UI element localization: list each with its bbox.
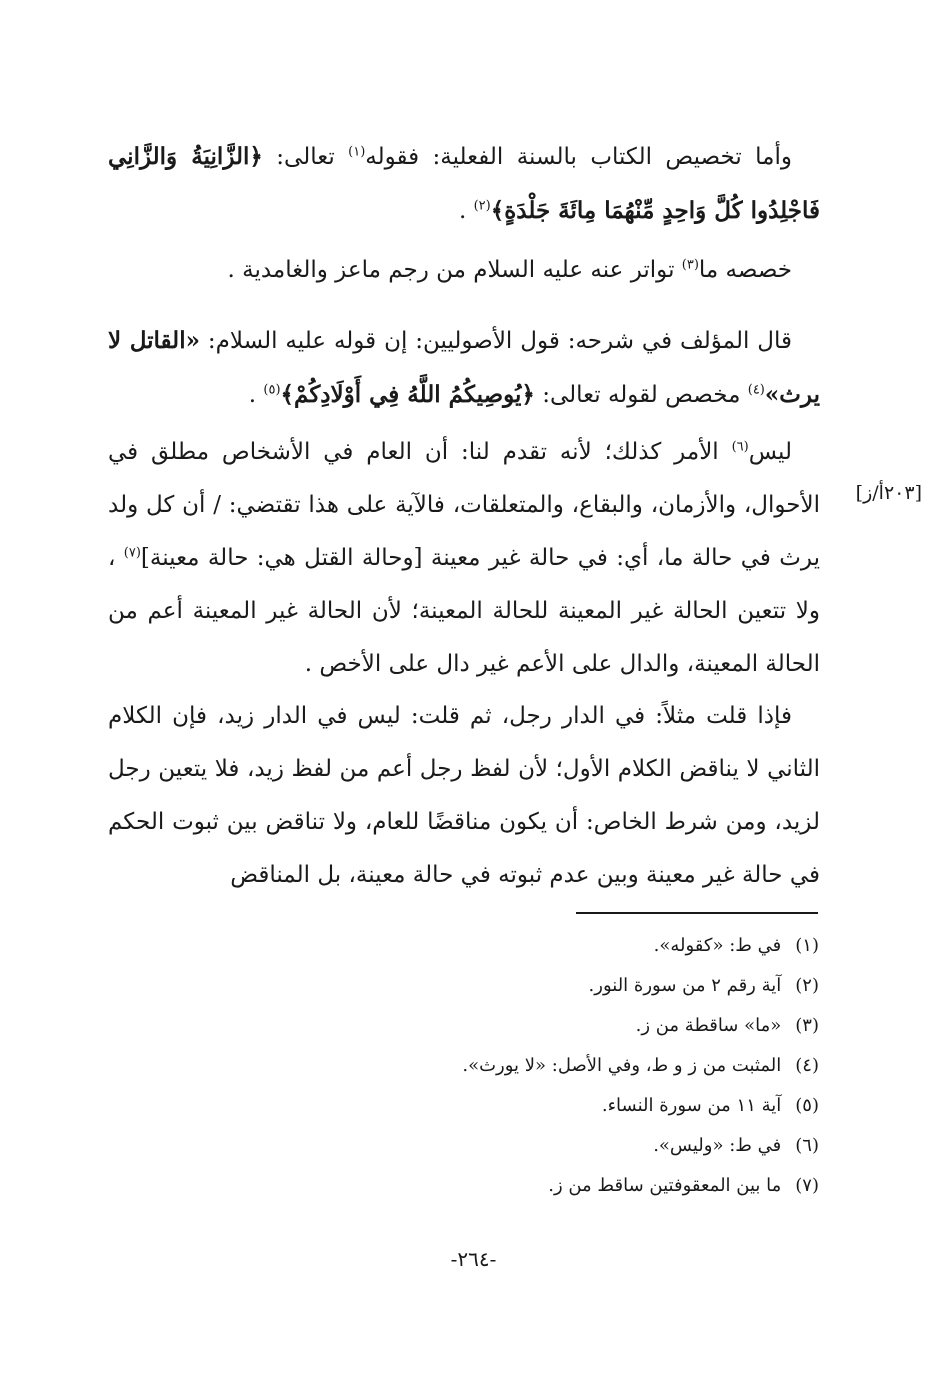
footnote-text: آية ١١ من سورة النساء. <box>601 1095 782 1116</box>
paragraph-author-commentary <box>108 314 820 422</box>
paragraph-text: تعالى: <box>262 144 349 170</box>
paragraph-specification-by-action <box>108 130 820 238</box>
footnote-number: (٥) <box>795 1095 819 1116</box>
footnote-number: (١) <box>795 935 819 956</box>
footnote-ref: (٦) <box>731 439 749 455</box>
footnote-number: (٧) <box>795 1175 819 1196</box>
footnote-ref: (٣) <box>681 257 699 273</box>
footnote-number: (٣) <box>795 1015 819 1036</box>
hadith-quote: «القاتل لا يرث» <box>108 327 820 408</box>
footnote-ref: (٤) <box>747 382 765 398</box>
footnote-item <box>319 1126 819 1166</box>
page-number: -٢٦٤- <box>450 1247 497 1271</box>
paragraph-text: . <box>458 198 474 224</box>
footnote-item <box>319 1086 819 1126</box>
footnote-item <box>319 1166 819 1206</box>
paragraph-text: ليس <box>748 439 792 465</box>
footnote-text: في ط: «كقوله». <box>653 935 782 956</box>
footnotes-list <box>319 926 819 1206</box>
paragraph-text: مخصص لقوله تعالى: <box>534 382 748 408</box>
footnote-divider <box>576 912 818 914</box>
footnote-text: «ما» ساقطة من ز. <box>635 1015 782 1036</box>
footnote-ref: (٥) <box>263 382 281 398</box>
footnote-number: (٤) <box>795 1055 819 1076</box>
paragraph-example <box>108 690 820 902</box>
footnote-item <box>319 966 819 1006</box>
footnote-item <box>319 1006 819 1046</box>
quran-verse: ﴿يُوصِيكُمُ اللَّهُ فِي أَوْلَادِكُمْ﴾ <box>280 381 535 408</box>
footnote-text: آية رقم ٢ من سورة النور. <box>588 975 782 996</box>
paragraph-text: قال المؤلف في شرحه: قول الأصوليين: إن قوله عليه السلام: <box>199 328 792 354</box>
footnote-text: ما بين المعقوفتين ساقط من ز. <box>548 1175 782 1196</box>
footnote-ref: (٢) <box>473 198 491 214</box>
paragraph-text: . <box>248 382 264 408</box>
footnote-ref: (٧) <box>123 545 141 561</box>
footnote-item <box>319 1046 819 1086</box>
paragraph-text: خصصه ما <box>698 257 792 283</box>
paragraph-stoning <box>108 244 820 297</box>
manuscript-folio-marker: [٢٠٣أ/ز] <box>855 482 922 504</box>
footnote-text: في ط: «وليس». <box>653 1135 782 1156</box>
footnote-item <box>319 926 819 966</box>
paragraph-text: الأمر كذلك؛ لأنه تقدم لنا: أن العام في الأشخاص مطلق في الأحوال، والأزمان، والبقاع، والمتعلقات، فالآية على هذا تقتضي: / أن كل ولد يرث في حالة ما، أي: في حالة غير معينة [وحالة القتل هي: حالة معينة] <box>108 439 820 571</box>
paragraph-text: تواتر عنه عليه السلام من رجم ماعز والغامدية . <box>227 257 682 283</box>
paragraph-text: فإذا قلت مثلاً: في الدار رجل، ثم قلت: ليس في الدار زيد، فإن الكلام الثاني لا يناقض الكلام الأول؛ لأن لفظ رجل أعم من لفظ زيد، فلا يتعين رجل لزيد، ومن شرط الخاص: أن يكون مناقضًا للعام، ولا تناقض بين ثبوت الحكم في حالة غير معينة وبين عدم ثبوته في حالة معينة، بل المناقض <box>108 703 820 888</box>
quran-verse: ﴿الزَّانِيَةُ وَالزَّانِي فَاجْلِدُوا كُلَّ وَاحِدٍ مِّنْهُمَا مِائَةَ جَلْدَةٍ﴾ <box>108 143 820 224</box>
paragraph-general-and-specific <box>108 426 820 691</box>
footnote-ref: (١) <box>348 144 366 160</box>
footnote-number: (٢) <box>795 975 819 996</box>
paragraph-text: ، ولا تتعين الحالة غير المعينة للحالة المعينة؛ لأن الحالة غير المعينة أعم من الحالة المعينة، والدال على الأعم غير دال على الأخص . <box>108 545 820 677</box>
footnote-text: المثبت من ز و ط، وفي الأصل: «لا يورث». <box>462 1055 782 1076</box>
paragraph-text: وأما تخصيص الكتاب بالسنة الفعلية: فقوله <box>365 144 792 170</box>
footnote-number: (٦) <box>795 1135 819 1156</box>
